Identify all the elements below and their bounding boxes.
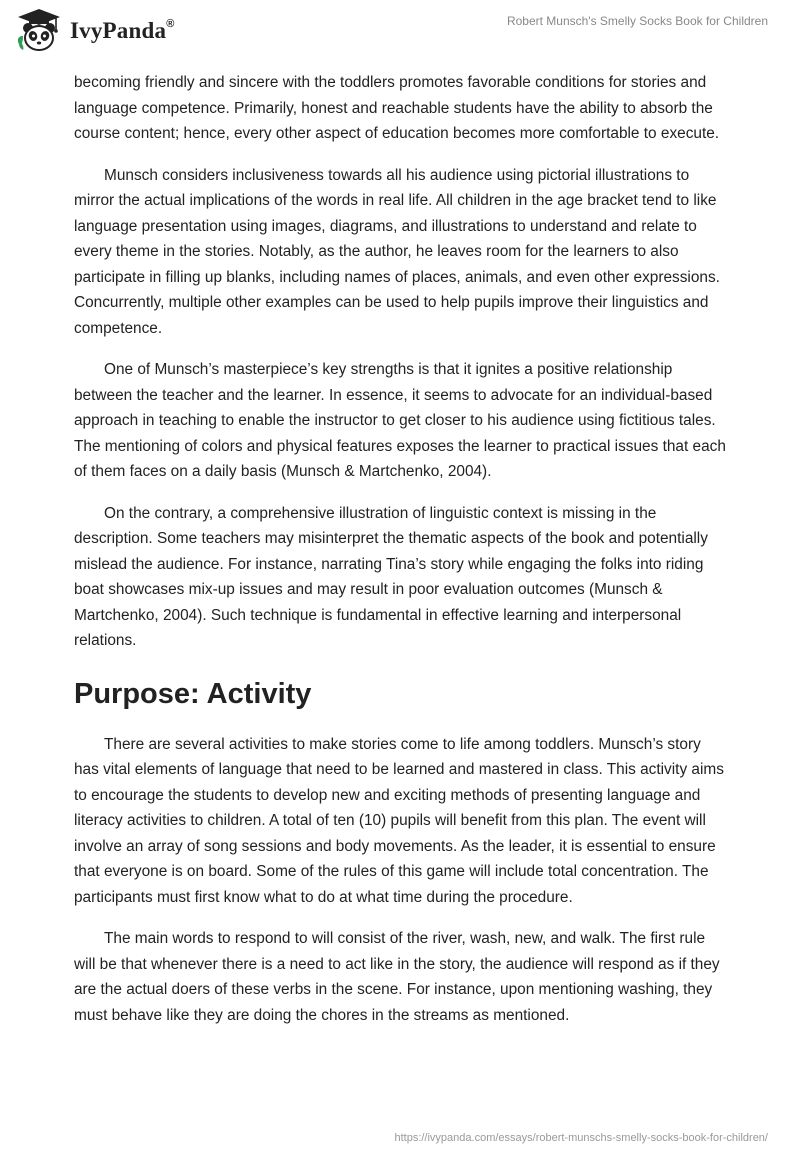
paragraph: Munsch considers inclusiveness towards all his audience using pictorial illustrations to mirror the actual implications of the words in real life. All children in the age bracket tend to like language presentation using images, diagrams, and illustrations to understand and relate to every theme in the stories. Notably, as the author, he leaves room for the learners to also participate in filling up blanks, including names of places, animals, and even other expressions. Concurrently, multiple other examples can be used to help pupils improve their linguistics and competence. bbox=[74, 166, 720, 337]
paragraph: One of Munsch’s masterpiece’s key strengths is that it ignites a positive relationship between the teacher and the learner. In essence, it seems to advocate for an individual-based approach in teaching to enable the instructor to get closer to his audience using fictitious tales. The mentioning of colors and physical features exposes the learner to practical issues that each of them faces on a daily basis (Munsch & Martchenko, 2004). bbox=[74, 361, 726, 480]
source-url[interactable]: https://ivypanda.com/essays/robert-munschs-smelly-socks-book-for-children/ bbox=[394, 1132, 768, 1144]
page-header bbox=[0, 0, 800, 70]
essay-body bbox=[74, 70, 728, 1044]
paragraph: On the contrary, a comprehensive illustration of linguistic context is missing in the description. Some teachers may misinterpret the thematic aspects of the book and potentially mislead the audience. For instance, narrating Tina’s story while engaging the folks into riding boat showcases mix-up issues and may result in poor evaluation outcomes (Munsch & Martchenko, 2004). Such technique is fundamental in effective learning and interpersonal relations. bbox=[74, 504, 708, 649]
ivypanda-logo[interactable] bbox=[14, 6, 175, 56]
panda-graduate-icon bbox=[14, 6, 64, 56]
paragraph: There are several activities to make stories come to life among toddlers. Munsch’s story has vital elements of language that need to be learned and mastered in class. This activity aims to encourage the students to develop new and exciting methods of presenting language and literacy activities to children. A total of ten (10) pupils will benefit from this plan. The event will involve an array of song sessions and body movements. As the leader, it is essential to ensure that everyone is on board. Some of the rules of this game will include total concentration. The participants must first know what to do at what time during the procedure. bbox=[74, 735, 724, 906]
section-heading: Purpose: Activity bbox=[74, 677, 312, 710]
logo-wordmark: IvyPanda® bbox=[70, 18, 175, 43]
paragraph: becoming friendly and sincere with the toddlers promotes favorable conditions for stories and language competence. Primarily, honest and reachable students have the ability to absorb the course content; hence, every other aspect of education becomes more comfortable to execute. bbox=[74, 74, 720, 142]
paragraph: The main words to respond to will consist of the river, wash, new, and walk. The first rule will be that whenever there is a need to act like in the story, the audience will respond as if they are the actual doers of these verbs in the scene. For instance, upon mentioning washing, they must behave like they are doing the chores in the streams as mentioned. bbox=[74, 930, 720, 1024]
document-title: Robert Munsch's Smelly Socks Book for Children bbox=[506, 14, 768, 28]
